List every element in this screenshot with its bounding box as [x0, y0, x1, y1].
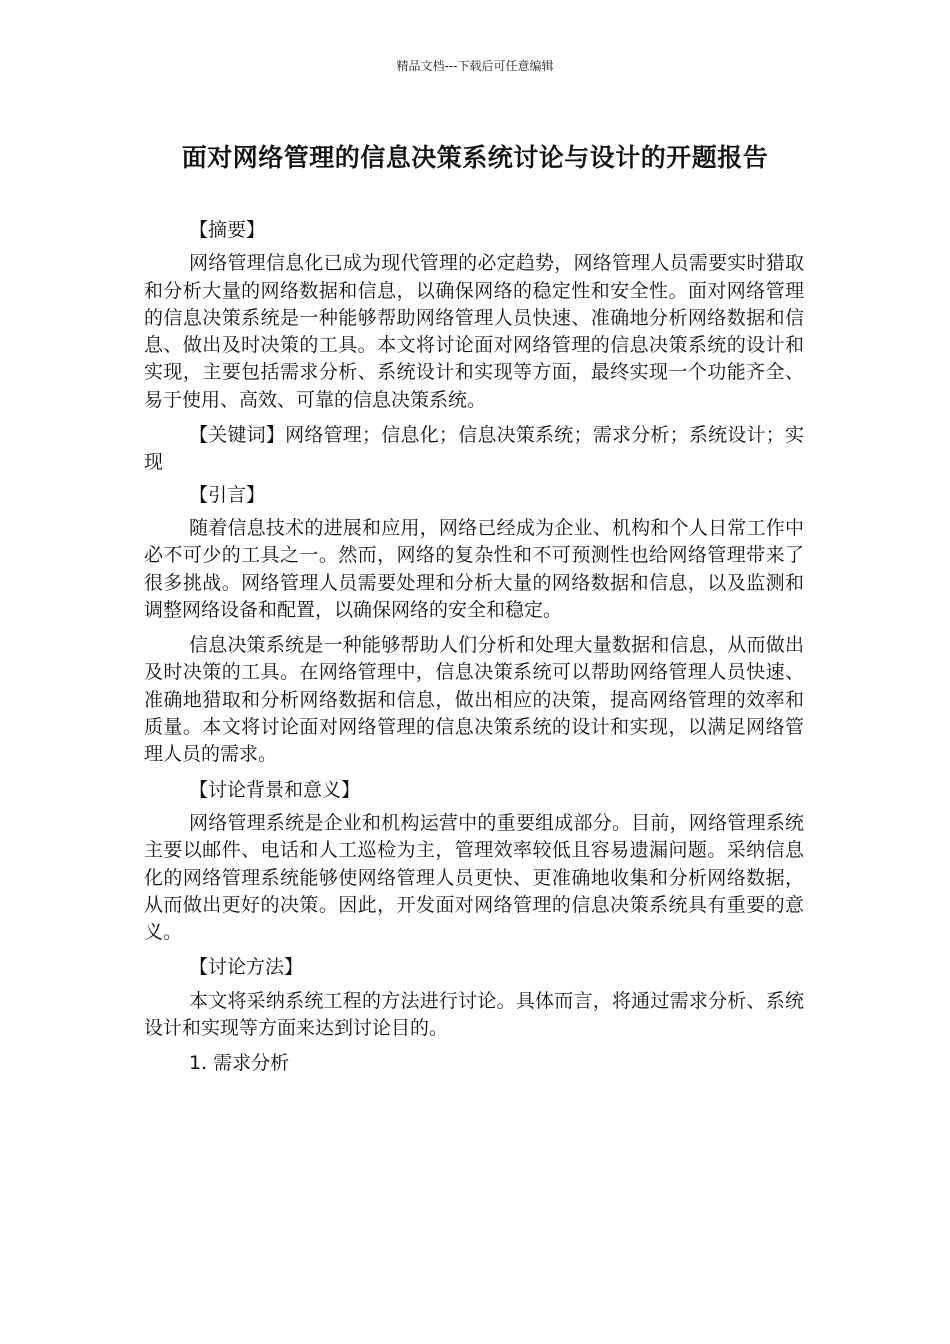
list-item-requirements: 1. 需求分析 — [189, 1052, 290, 1075]
abstract-paragraph: 网络管理信息化已成为现代管理的必定趋势，网络管理人员需要实时猎取和分析大量的网络数据和信息，以确保网络的稳定性和安全性。面对网络管理的信息决策系统是一种能够帮助网络管理人员快速、准确地分析网络数据和信息、做出及时决策的工具。本文将讨论面对网络管理的信息决策系统的设计和实现，主要包括需求分析、系统设计和实现等方面，最终实现一个功能齐全、易于使用、高效、可靠的信息决策系统。 — [144, 252, 804, 411]
abstract-heading: 【摘要】 — [189, 219, 266, 241]
method-heading: 【讨论方法】 — [189, 956, 304, 979]
method-paragraph: 本文将采纳系统工程的方法进行讨论。具体而言，将通过需求分析、系统设计和实现等方面来达到讨论目的。 — [144, 989, 804, 1040]
intro-paragraph-2: 信息决策系统是一种能够帮助人们分析和处理大量数据和信息，从而做出及时决策的工具。在网络管理中，信息决策系统可以帮助网络管理人员快速、准确地猎取和分析网络数据和信息，做出相应的决策，提高网络管理的效率和质量。本文将讨论面对网络管理的信息决策系统的设计和实现，以满足网络管理人员的需求。 — [144, 634, 804, 766]
background-heading: 【讨论背景和意义】 — [189, 778, 361, 801]
keywords-paragraph: 【关键词】网络管理；信息化；信息决策系统；需求分析；系统设计；实现 — [144, 424, 804, 474]
background-paragraph: 网络管理系统是企业和机构运营中的重要组成部分。目前，网络管理系统主要以邮件、电话和人工巡检为主，管理效率较低且容易遗漏问题。采纳信息化的网络管理系统能够使网络管理人员更快、更准确地收集和分析网络数据，从而做出更好的决策。因此，开发面对网络管理的信息决策系统具有重要的意义。 — [144, 811, 804, 944]
intro-heading: 【引言】 — [189, 483, 266, 506]
document-body — [144, 212, 804, 1078]
intro-paragraph-1: 随着信息技术的进展和应用，网络已经成为企业、机构和个人日常工作中必不可少的工具之一。然而，网络的复杂性和不可预测性也给网络管理带来了很多挑战。网络管理人员需要处理和分析大量的网络数据和信息，以及监测和调整网络设备和配置，以确保网络的安全和稳定。 — [144, 516, 804, 621]
document-title: 面对网络管理的信息决策系统讨论与设计的开题报告 — [181, 143, 769, 172]
page-header: 精品文档---下载后可任意编辑 — [396, 59, 554, 73]
